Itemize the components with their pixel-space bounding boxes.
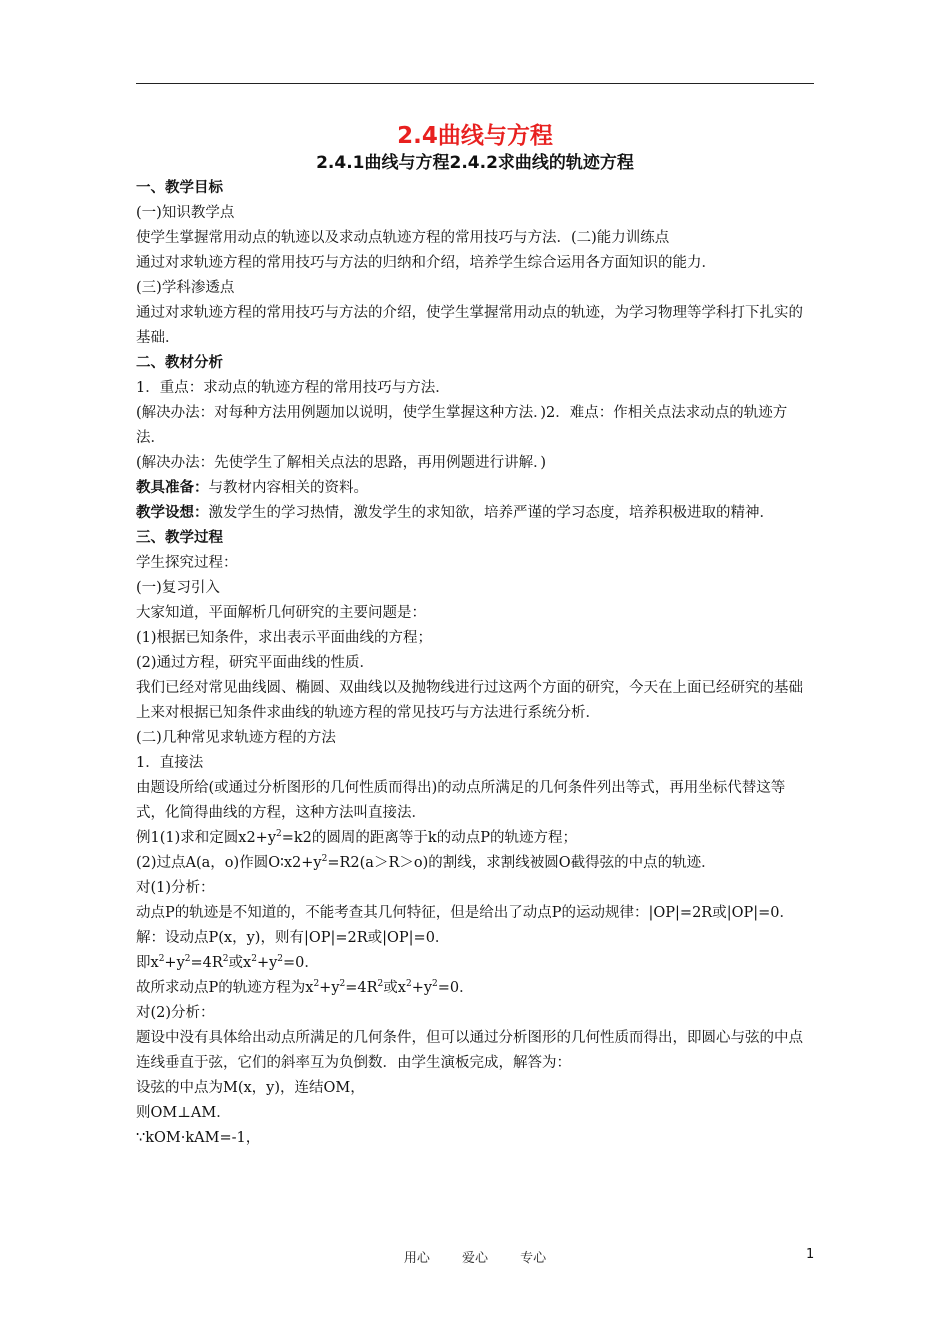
design-text: 激发学生的学习热情，激发学生的求知欲，培养严谨的学习态度，培养积极进取的精神．	[208, 505, 774, 521]
text-run: =R2(a＞R＞o)的割线，求割线被圆O截得弦的中点的轨迹．	[327, 855, 716, 871]
paragraph: (一)知识教学点	[136, 205, 235, 221]
example-1-part-1	[136, 826, 814, 851]
text-run: =k2的圆周的距离等于k的动点P的轨迹方程；	[281, 830, 577, 846]
text-run: +y	[411, 980, 433, 996]
paragraph: (解决办法：先使学生了解相关点法的思路，再用例题进行讲解．)	[136, 455, 547, 471]
paragraph: 1．重点：求动点的轨迹方程的常用技巧与方法．	[136, 380, 450, 396]
paragraph: 1．直接法	[136, 755, 204, 771]
text-run: =4R	[345, 980, 378, 996]
footer-word: 爱心	[461, 1251, 488, 1266]
text-run: 即x	[136, 955, 159, 971]
text-run: 或x	[383, 980, 406, 996]
paragraph: 解：设动点P(x，y)，则有|OP|=2R或|OP|=0．	[136, 930, 450, 946]
text-run: =0．	[437, 980, 474, 996]
superscript: 2	[339, 979, 346, 989]
paragraph: 对(2)分析：	[136, 1005, 215, 1021]
text-run: 或x	[228, 955, 252, 971]
paragraph: 设弦的中点为M(x，y)，连结OM，	[136, 1080, 365, 1096]
text-run: =4R	[190, 955, 223, 971]
paragraph: 通过对求轨迹方程的常用技巧与方法的归纳和介绍，培养学生综合运用各方面知识的能力．	[136, 255, 716, 271]
tools-line	[136, 476, 814, 501]
superscript: 2	[313, 979, 320, 989]
text-run: 故所求动点P的轨迹方程为x	[136, 980, 314, 996]
section-heading-objectives: 一、教学目标	[136, 180, 223, 196]
paragraph: ∵kOM·kAM=-1，	[136, 1130, 261, 1146]
superscript: 2	[251, 954, 257, 964]
paragraph: 学生探究过程：	[136, 555, 238, 571]
superscript: 2	[277, 954, 284, 964]
superscript: 2	[405, 979, 412, 989]
text-run: (2)过点A(a，o)作圆O∶x2+y	[136, 855, 322, 871]
text-run: =0．	[283, 955, 319, 971]
footer-word: 专心	[520, 1251, 547, 1266]
paragraph: (一)复习引入	[136, 580, 220, 596]
page-number: 1	[806, 1247, 815, 1262]
paragraph: 动点P的轨迹是不知道的，不能考查其几何特征，但是给出了动点P的运动规律：|OP|=2R或|OP|=0．	[136, 905, 795, 921]
superscript: 2	[184, 954, 191, 964]
equation-line	[136, 976, 814, 1001]
paragraph: 大家知道，平面解析几何研究的主要问题是：	[136, 605, 426, 621]
tools-label: 教具准备：	[136, 480, 209, 496]
document-title: 2.4曲线与方程	[397, 123, 553, 149]
paragraph: 由题设所给(或通过分析图形的几何性质而得出)的动点所满足的几何条件列出等式，再用坐标代替这等式，化简得曲线的方程，这种方法叫直接法．	[136, 780, 786, 821]
superscript: 2	[377, 979, 384, 989]
paragraph: 对(1)分析：	[136, 880, 215, 896]
paragraph: 题设中没有具体给出动点所满足的几何条件，但可以通过分析图形的几何性质而得出，即圆心与弦的中点连线垂直于弦，它们的斜率互为负倒数．由学生演板完成，解答为：	[136, 1030, 803, 1071]
design-label: 教学设想：	[136, 505, 209, 521]
superscript: 2	[158, 954, 165, 964]
example-1-part-2	[136, 851, 814, 876]
footer-word: 用心	[403, 1251, 430, 1266]
paragraph: (三)学科渗透点	[136, 280, 235, 296]
paragraph: (二)几种常见求轨迹方程的方法	[136, 730, 336, 746]
paragraph: (1)根据已知条件，求出表示平面曲线的方程；	[136, 630, 433, 646]
paragraph: (解决办法：对每种方法用例题加以说明，使学生掌握这种方法．)2．难点：作相关点法求动点的轨迹方法．	[136, 405, 788, 446]
superscript: 2	[276, 829, 282, 839]
document-body	[136, 122, 814, 1151]
document-subtitle: 2.4.1曲线与方程2.4.2求曲线的轨迹方程	[316, 153, 634, 173]
text-run: +y	[164, 955, 185, 971]
section-heading-process: 三、教学过程	[136, 530, 223, 546]
equation-line	[136, 951, 814, 976]
paragraph: 则OM⊥AM．	[136, 1105, 231, 1121]
superscript: 2	[321, 854, 328, 864]
paragraph: (2)通过方程，研究平面曲线的性质．	[136, 655, 375, 671]
design-line	[136, 501, 814, 526]
paragraph: 我们已经对常见曲线圆、椭圆、双曲线以及抛物线进行过这两个方面的研究，今天在上面已经研究的基础上来对根据已知条件求曲线的轨迹方程的常见技巧与方法进行系统分析．	[136, 680, 803, 721]
header-rule	[136, 83, 814, 84]
superscript: 2	[432, 979, 438, 989]
text-run: +y	[319, 980, 340, 996]
paragraph: 通过对求轨迹方程的常用技巧与方法的介绍，使学生掌握常用动点的轨迹，为学习物理等学科打下扎实的基础．	[136, 305, 803, 346]
text-run: 例1(1)求和定圆x2+y	[136, 830, 277, 846]
section-heading-analysis: 二、教材分析	[136, 355, 223, 371]
superscript: 2	[222, 954, 229, 964]
paragraph: 使学生掌握常用动点的轨迹以及求动点轨迹方程的常用技巧与方法．(二)能力训练点	[136, 230, 670, 246]
tools-text: 与教材内容相关的资料。	[208, 480, 368, 496]
text-run: +y	[256, 955, 278, 971]
